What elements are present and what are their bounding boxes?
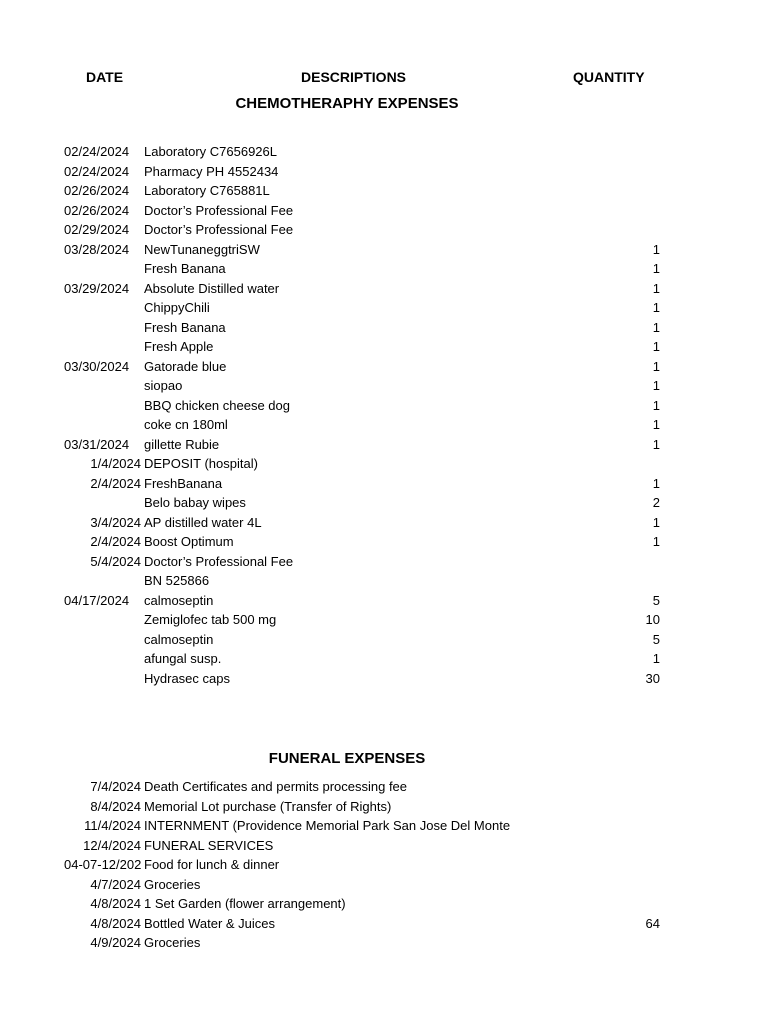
row-quantity: 1 [652, 261, 660, 276]
row-date: 12/4/2024 [83, 837, 141, 853]
row-description: siopao [144, 378, 183, 393]
expense-row [0, 933, 768, 953]
expense-row [0, 396, 768, 416]
row-date: 11/4/2024 [84, 818, 141, 833]
row-date: 04-07-12/202 [64, 857, 142, 872]
row-description: afungal susp. [144, 651, 222, 666]
row-quantity: 2 [652, 495, 660, 510]
row-date: 03/29/2024 [64, 280, 130, 296]
expense-row [0, 181, 768, 201]
expense-row [0, 610, 768, 630]
row-description: Groceries [144, 935, 201, 950]
row-quantity: 1 [652, 514, 660, 530]
expense-row [0, 454, 768, 474]
expense-row [0, 474, 768, 494]
row-description: Food for lunch & dinner [144, 857, 280, 872]
row-date: 03/30/2024 [64, 358, 130, 374]
expense-row [0, 220, 768, 240]
expense-row [0, 669, 768, 689]
expense-row [0, 552, 768, 572]
row-description: Fresh Apple [144, 339, 214, 354]
row-quantity: 5 [652, 592, 660, 608]
expense-row [0, 571, 768, 591]
expense-row [0, 914, 768, 934]
expense-row [0, 797, 768, 817]
row-description: BN 525866 [144, 573, 210, 588]
row-description: Doctor’s Professional Fee [144, 202, 294, 218]
expense-row [0, 532, 768, 552]
row-date: 02/24/2024 [64, 144, 130, 159]
row-date: 02/26/2024 [64, 202, 130, 218]
row-date: 2/4/2024 [90, 534, 141, 549]
expense-row [0, 298, 768, 318]
row-date: 02/24/2024 [64, 163, 130, 179]
row-description: Gatorade blue [144, 358, 227, 374]
expense-row [0, 591, 768, 611]
expense-row [0, 259, 768, 279]
row-quantity: 1 [652, 358, 660, 374]
quantity-column-header: QUANTITY [573, 69, 645, 85]
row-quantity: 1 [652, 339, 660, 354]
row-description: Laboratory C765881L [144, 183, 270, 198]
row-quantity: 64 [645, 915, 660, 931]
expense-row [0, 875, 768, 895]
expense-row [0, 279, 768, 299]
chemotherapy-section-title: CHEMOTHERAPHY EXPENSES [235, 95, 459, 112]
funeral-expense-rows [0, 777, 768, 953]
row-description: 1 Set Garden (flower arrangement) [144, 896, 346, 911]
row-quantity: 1 [652, 378, 660, 393]
expense-row [0, 162, 768, 182]
row-description: FUNERAL SERVICES [144, 837, 274, 853]
row-description: Doctor’s Professional Fee [144, 222, 294, 237]
expense-row [0, 142, 768, 162]
row-date: 04/17/2024 [64, 592, 130, 608]
row-quantity: 1 [652, 397, 660, 413]
row-quantity: 1 [652, 651, 660, 666]
row-date: 4/7/2024 [90, 876, 141, 892]
row-description: Hydrasec caps [144, 670, 230, 686]
row-date: 4/9/2024 [90, 935, 141, 950]
expense-row [0, 894, 768, 914]
row-description: INTERNMENT (Providence Memorial Park San Jose Del Monte [144, 818, 511, 833]
expense-row [0, 318, 768, 338]
row-date: 1/4/2024 [90, 456, 141, 471]
expense-row [0, 415, 768, 435]
expense-row [0, 240, 768, 260]
row-description: AP distilled water 4L [144, 514, 262, 530]
expense-row [0, 649, 768, 669]
expense-row [0, 630, 768, 650]
row-date: 8/4/2024 [90, 798, 141, 814]
row-date: 02/26/2024 [64, 183, 130, 198]
row-date: 3/4/2024 [90, 514, 141, 530]
expense-row [0, 435, 768, 455]
expense-row [0, 493, 768, 513]
expense-row [0, 836, 768, 856]
row-date: 7/4/2024 [90, 779, 141, 794]
expense-row [0, 777, 768, 797]
row-date: 03/28/2024 [64, 241, 130, 257]
row-date: 02/29/2024 [64, 222, 130, 237]
descriptions-column-header: DESCRIPTIONS [301, 69, 407, 85]
row-description: Zemiglofec tab 500 mg [144, 612, 277, 627]
row-quantity: 5 [652, 631, 660, 647]
row-date: 4/8/2024 [90, 915, 141, 931]
row-description: Death Certificates and permits processing fee [144, 779, 408, 794]
chemotherapy-expense-rows [0, 142, 768, 688]
row-date: 2/4/2024 [90, 475, 141, 491]
row-description: gillette Rubie [144, 436, 220, 452]
row-description: Fresh Banana [144, 319, 226, 335]
row-description: Groceries [144, 876, 201, 892]
expense-row [0, 201, 768, 221]
row-date: 4/8/2024 [90, 896, 141, 911]
row-quantity: 1 [652, 319, 660, 335]
row-quantity: 1 [652, 241, 660, 257]
row-quantity: 1 [652, 280, 660, 296]
row-description: Bottled Water & Juices [144, 915, 276, 931]
row-description: Fresh Banana [144, 261, 226, 276]
row-description: Absolute Distilled water [144, 280, 280, 296]
row-description: DEPOSIT (hospital) [144, 456, 258, 471]
expense-row [0, 376, 768, 396]
row-quantity: 1 [652, 417, 660, 432]
date-column-header: DATE [86, 69, 124, 85]
row-quantity: 1 [652, 534, 660, 549]
row-description: FreshBanana [144, 475, 223, 491]
row-description: Memorial Lot purchase (Transfer of Rights) [144, 798, 392, 814]
row-description: ChippyChili [144, 300, 210, 315]
row-description: calmoseptin [144, 592, 214, 608]
row-date: 5/4/2024 [90, 553, 141, 569]
row-quantity: 10 [645, 612, 660, 627]
row-quantity: 1 [652, 475, 660, 491]
row-description: Doctor’s Professional Fee [144, 553, 294, 569]
expense-row [0, 816, 768, 836]
funeral-section-title: FUNERAL EXPENSES [268, 750, 426, 767]
row-date: 03/31/2024 [64, 436, 130, 452]
row-description: calmoseptin [144, 631, 214, 647]
row-quantity: 1 [652, 300, 660, 315]
expense-row [0, 357, 768, 377]
row-description: coke cn 180ml [144, 417, 228, 432]
row-description: Pharmacy PH 4552434 [144, 163, 279, 179]
row-description: Laboratory C7656926L [144, 144, 277, 159]
expense-row [0, 513, 768, 533]
row-quantity: 30 [645, 670, 660, 686]
row-description: NewTunaneggtriSW [144, 241, 260, 257]
expense-row [0, 337, 768, 357]
row-description: Belo babay wipes [144, 495, 246, 510]
row-description: Boost Optimum [144, 534, 234, 549]
expense-row [0, 855, 768, 875]
row-quantity: 1 [652, 436, 660, 452]
row-description: BBQ chicken cheese dog [144, 397, 290, 413]
